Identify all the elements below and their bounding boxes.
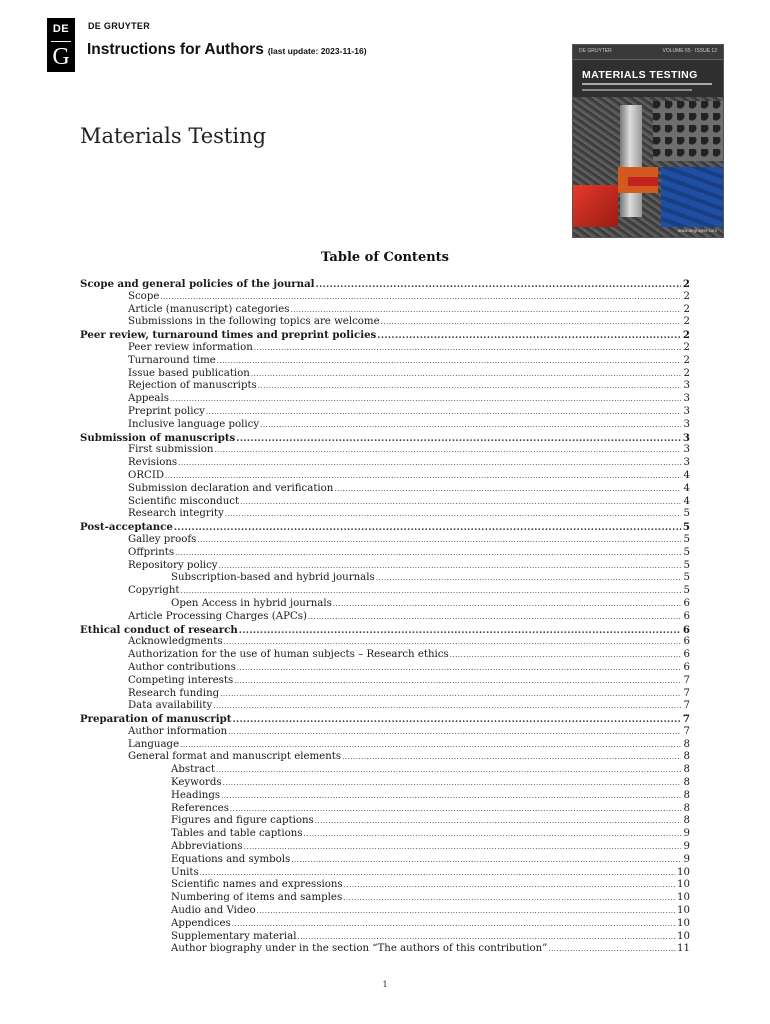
toc-heading: Table of Contents	[321, 250, 449, 265]
page-number: 1	[382, 980, 388, 989]
toc-dot-leader	[223, 777, 681, 790]
toc-entry-page: 2	[683, 290, 690, 302]
toc-dot-leader	[260, 419, 681, 432]
toc-entry-page: 10	[677, 905, 690, 917]
toc-entry-title: Author biography under in the section “The authors of this contribution”	[171, 943, 548, 955]
toc-entry-page: 2	[683, 367, 690, 379]
toc-entry-title: Submission of manuscripts	[80, 431, 236, 444]
toc-entry[interactable]	[80, 905, 690, 918]
cover-blue-panel	[661, 167, 723, 227]
cover-texture-dots	[653, 101, 723, 161]
toc-entry-page: 7	[683, 687, 690, 699]
toc-entry[interactable]	[80, 521, 690, 534]
toc-dot-leader	[290, 304, 681, 317]
toc-dot-leader	[228, 726, 681, 739]
toc-entry[interactable]	[80, 879, 690, 892]
toc-entry-page: 6	[683, 597, 690, 609]
logo-g-text: G	[52, 44, 70, 70]
toc-dot-leader	[333, 598, 681, 611]
toc-entry-title: References	[171, 802, 229, 814]
toc-entry-title: Submission declaration and verification	[128, 482, 334, 494]
toc-dot-leader	[174, 521, 681, 535]
toc-entry[interactable]	[80, 291, 690, 304]
cover-subtitle-line	[582, 89, 692, 91]
toc-dot-leader	[224, 636, 681, 649]
toc-entry[interactable]	[80, 508, 690, 521]
toc-entry[interactable]	[80, 572, 690, 585]
toc-dot-leader	[251, 368, 681, 381]
document-title-text: Instructions for Authors	[87, 41, 264, 58]
toc-entry-page: 4	[683, 495, 690, 507]
toc-dot-leader	[377, 329, 681, 343]
toc-entry-title: Scientific names and expressions	[171, 879, 343, 891]
toc-entry-title: Submissions in the following topics are welcome	[128, 316, 380, 328]
toc-entry-title: Inclusive language policy	[128, 418, 260, 430]
publisher-name: DE GRUYTER	[88, 21, 151, 31]
toc-entry-page: 5	[683, 559, 690, 571]
toc-entry[interactable]	[80, 611, 690, 624]
toc-entry[interactable]	[80, 547, 690, 560]
toc-entry[interactable]	[80, 329, 690, 342]
toc-entry-page: 9	[683, 841, 690, 853]
toc-entry[interactable]	[80, 777, 690, 790]
toc-entry[interactable]	[80, 739, 690, 752]
toc-dot-leader	[232, 918, 676, 931]
toc-dot-leader	[334, 483, 681, 496]
toc-entry-title: General format and manuscript elements	[128, 751, 342, 763]
toc-dot-leader	[244, 841, 681, 854]
toc-entry-title: Supplementary material	[171, 930, 297, 942]
toc-entry[interactable]	[80, 751, 690, 764]
table-of-contents	[80, 278, 690, 956]
toc-dot-leader	[342, 751, 681, 764]
toc-entry-title: Tables and table captions	[171, 828, 303, 840]
toc-dot-leader	[344, 879, 676, 892]
toc-entry-page: 7	[682, 713, 690, 726]
toc-entry-title: ORCID	[128, 469, 165, 481]
toc-entry-page: 5	[683, 508, 690, 520]
toc-entry[interactable]	[80, 828, 690, 841]
toc-entry-title: Peer review, turnaround times and preprint policies	[80, 329, 377, 342]
toc-entry-page: 4	[683, 469, 690, 481]
toc-dot-leader	[257, 905, 676, 918]
document-title	[87, 41, 367, 59]
toc-entry[interactable]	[80, 854, 690, 867]
toc-dot-leader	[165, 470, 681, 483]
toc-dot-leader	[258, 380, 681, 393]
toc-entry-page: 3	[683, 393, 690, 405]
cover-title: MATERIALS TESTING	[582, 69, 698, 81]
toc-entry-page: 10	[677, 879, 690, 891]
toc-entry-title: Equations and symbols	[171, 853, 291, 865]
toc-entry[interactable]	[80, 790, 690, 803]
toc-entry-title: Open Access in hybrid journals	[171, 597, 332, 609]
toc-entry-title: Author information	[128, 725, 228, 737]
toc-dot-leader	[180, 739, 681, 752]
journal-cover-image	[573, 45, 723, 237]
toc-entry-page: 3	[683, 418, 690, 430]
toc-entry-page: 11	[677, 943, 690, 955]
cover-volume: VOLUME 65 · ISSUE 12	[662, 48, 717, 54]
toc-entry-page: 5	[683, 546, 690, 558]
toc-entry[interactable]	[80, 278, 690, 291]
toc-entry[interactable]	[80, 943, 690, 956]
toc-entry-title: Authorization for the use of human subjects – Research ethics	[128, 649, 449, 661]
toc-entry[interactable]	[80, 560, 690, 573]
toc-entry-page: 3	[683, 444, 690, 456]
toc-entry[interactable]	[80, 316, 690, 329]
toc-dot-leader	[160, 291, 681, 304]
toc-entry-page: 2	[682, 278, 690, 290]
toc-entry-title: Units	[171, 866, 199, 878]
toc-entry-title: Data availability	[128, 700, 213, 712]
toc-entry-title: Turnaround time	[128, 354, 216, 366]
toc-entry-page: 8	[683, 738, 690, 750]
toc-entry-page: 8	[683, 789, 690, 801]
toc-dot-leader	[240, 496, 681, 509]
toc-entry-title: First submission	[128, 444, 214, 456]
toc-entry-page: 5	[683, 572, 690, 584]
toc-entry-title: Research funding	[128, 687, 220, 699]
toc-dot-leader	[308, 611, 681, 624]
toc-dot-leader	[181, 585, 681, 598]
toc-entry-title: Ethical conduct of research	[80, 623, 238, 636]
toc-dot-leader	[291, 854, 681, 867]
toc-entry-page: 6	[682, 623, 690, 636]
toc-entry-page: 8	[683, 777, 690, 789]
toc-entry-title: Galley proofs	[128, 533, 197, 545]
last-update: (last update: 2023-11-16)	[267, 46, 367, 56]
toc-entry-page: 10	[677, 866, 690, 878]
toc-entry[interactable]	[80, 457, 690, 470]
toc-entry-page: 8	[683, 751, 690, 763]
cover-red-panel	[573, 185, 618, 227]
toc-entry-title: Article (manuscript) categories	[128, 303, 290, 315]
toc-entry[interactable]	[80, 688, 690, 701]
toc-entry-title: Scope	[128, 290, 160, 302]
toc-entry[interactable]	[80, 726, 690, 739]
toc-dot-leader	[237, 662, 681, 675]
toc-entry[interactable]	[80, 534, 690, 547]
toc-entry-page: 3	[683, 405, 690, 417]
toc-entry[interactable]	[80, 662, 690, 675]
toc-entry-title: Issue based publication	[128, 367, 250, 379]
toc-entry-page: 6	[683, 661, 690, 673]
toc-entry[interactable]	[80, 432, 690, 445]
toc-entry-page: 10	[677, 930, 690, 942]
toc-entry[interactable]	[80, 444, 690, 457]
toc-entry[interactable]	[80, 355, 690, 368]
cover-footer: www.degruyter.com	[677, 228, 717, 233]
toc-entry-page: 5	[683, 533, 690, 545]
toc-dot-leader	[214, 444, 681, 457]
toc-entry-page: 7	[683, 674, 690, 686]
toc-dot-leader	[297, 931, 676, 944]
toc-entry-page: 10	[677, 917, 690, 929]
toc-entry[interactable]	[80, 304, 690, 317]
toc-entry[interactable]	[80, 380, 690, 393]
toc-entry-title: Appendices	[171, 917, 231, 929]
toc-entry-page: 2	[682, 329, 690, 342]
toc-entry-page: 6	[683, 649, 690, 661]
toc-entry-title: Figures and figure captions	[171, 815, 314, 827]
toc-entry-title: Appeals	[128, 393, 169, 405]
toc-entry-page: 9	[683, 853, 690, 865]
toc-dot-leader	[175, 547, 681, 560]
toc-entry-title: Peer review information	[128, 341, 253, 353]
toc-dot-leader	[221, 790, 681, 803]
toc-entry-title: Copyright	[128, 585, 180, 597]
toc-entry-page: 5	[683, 585, 690, 597]
toc-dot-leader	[316, 278, 681, 292]
toc-entry[interactable]	[80, 649, 690, 662]
toc-dot-leader	[234, 675, 681, 688]
toc-entry[interactable]	[80, 815, 690, 828]
toc-entry[interactable]	[80, 931, 690, 944]
toc-entry[interactable]	[80, 803, 690, 816]
toc-entry[interactable]	[80, 342, 690, 355]
toc-dot-leader	[213, 700, 681, 713]
toc-entry-title: Acknowledgments	[128, 636, 223, 648]
toc-entry-title: Scientific misconduct	[128, 495, 240, 507]
toc-entry[interactable]	[80, 598, 690, 611]
toc-dot-leader	[450, 649, 681, 662]
toc-dot-leader	[217, 355, 681, 368]
journal-title: Materials Testing	[80, 124, 267, 148]
toc-dot-leader	[220, 688, 681, 701]
toc-entry-page: 6	[683, 636, 690, 648]
cover-subtitle-line	[582, 83, 712, 85]
toc-dot-leader	[548, 943, 676, 956]
toc-entry[interactable]	[80, 636, 690, 649]
toc-entry-title: Competing interests	[128, 674, 234, 686]
toc-entry[interactable]	[80, 483, 690, 496]
toc-dot-leader	[197, 534, 681, 547]
toc-dot-leader	[232, 713, 681, 727]
toc-entry-page: 2	[683, 316, 690, 328]
toc-dot-leader	[225, 508, 681, 521]
toc-entry[interactable]	[80, 406, 690, 419]
toc-dot-leader	[315, 815, 681, 828]
toc-entry[interactable]	[80, 700, 690, 713]
toc-entry-title: Rejection of manuscripts	[128, 380, 257, 392]
toc-entry-page: 8	[683, 815, 690, 827]
toc-entry[interactable]	[80, 713, 690, 726]
toc-entry-title: Research integrity	[128, 508, 224, 520]
toc-entry[interactable]	[80, 624, 690, 637]
toc-entry[interactable]	[80, 393, 690, 406]
toc-dot-leader	[230, 803, 681, 816]
toc-dot-leader	[219, 560, 681, 573]
toc-entry-page: 3	[682, 431, 690, 444]
toc-entry-title: Audio and Video	[171, 905, 256, 917]
toc-entry-title: Keywords	[171, 777, 222, 789]
toc-entry[interactable]	[80, 585, 690, 598]
toc-entry-page: 4	[683, 482, 690, 494]
toc-entry-title: Repository policy	[128, 559, 218, 571]
toc-entry-page: 3	[683, 380, 690, 392]
cover-specimen	[620, 105, 642, 217]
cover-red-block	[628, 177, 658, 186]
toc-entry[interactable]	[80, 892, 690, 905]
toc-entry-page: 6	[683, 610, 690, 622]
toc-entry-title: Revisions	[128, 457, 178, 469]
toc-entry[interactable]	[80, 764, 690, 777]
toc-entry-page: 8	[683, 802, 690, 814]
toc-entry-page: 9	[683, 828, 690, 840]
toc-entry[interactable]	[80, 675, 690, 688]
toc-dot-leader	[216, 764, 681, 777]
toc-dot-leader	[304, 828, 681, 841]
toc-entry-title: Language	[128, 738, 180, 750]
toc-dot-leader	[254, 342, 681, 355]
toc-entry-page: 7	[683, 700, 690, 712]
toc-entry-page: 5	[682, 521, 690, 534]
toc-dot-leader	[236, 432, 681, 446]
toc-entry-page: 10	[677, 892, 690, 904]
toc-entry[interactable]	[80, 918, 690, 931]
toc-entry-title: Abbreviations	[171, 841, 243, 853]
toc-entry[interactable]	[80, 841, 690, 854]
toc-entry-page: 2	[683, 354, 690, 366]
toc-entry-page: 7	[683, 725, 690, 737]
toc-dot-leader	[381, 316, 681, 329]
toc-entry[interactable]	[80, 419, 690, 432]
toc-entry-title: Offprints	[128, 546, 175, 558]
de-gruyter-logo	[47, 18, 75, 72]
toc-dot-leader	[178, 457, 681, 470]
toc-entry[interactable]	[80, 867, 690, 880]
toc-entry-title: Preparation of manuscript	[80, 713, 232, 726]
toc-entry-title: Post-acceptance	[80, 521, 173, 534]
toc-dot-leader	[343, 892, 676, 905]
toc-entry[interactable]	[80, 470, 690, 483]
toc-dot-leader	[376, 572, 681, 585]
toc-entry-title: Scope and general policies of the journal	[80, 278, 315, 290]
toc-entry-title: Numbering of items and samples	[171, 892, 343, 904]
logo-divider	[51, 41, 71, 42]
toc-dot-leader	[206, 406, 681, 419]
toc-entry-page: 2	[683, 303, 690, 315]
toc-entry-page: 8	[683, 764, 690, 776]
toc-entry-page: 3	[683, 457, 690, 469]
toc-dot-leader	[239, 624, 681, 638]
toc-entry-page: 2	[683, 341, 690, 353]
toc-dot-leader	[170, 393, 681, 406]
toc-entry-title: Subscription-based and hybrid journals	[171, 572, 375, 584]
toc-entry-title: Abstract	[171, 764, 215, 776]
logo-de-text: DE	[52, 23, 70, 35]
toc-entry-title: Headings	[171, 789, 221, 801]
toc-entry[interactable]	[80, 368, 690, 381]
toc-entry-title: Author contributions	[128, 661, 236, 673]
cover-publisher: DE GRUYTER	[579, 48, 612, 54]
toc-entry-title: Article Processing Charges (APCs)	[128, 610, 307, 622]
toc-dot-leader	[200, 867, 676, 880]
toc-entry[interactable]	[80, 496, 690, 509]
toc-entry-title: Preprint policy	[128, 405, 205, 417]
